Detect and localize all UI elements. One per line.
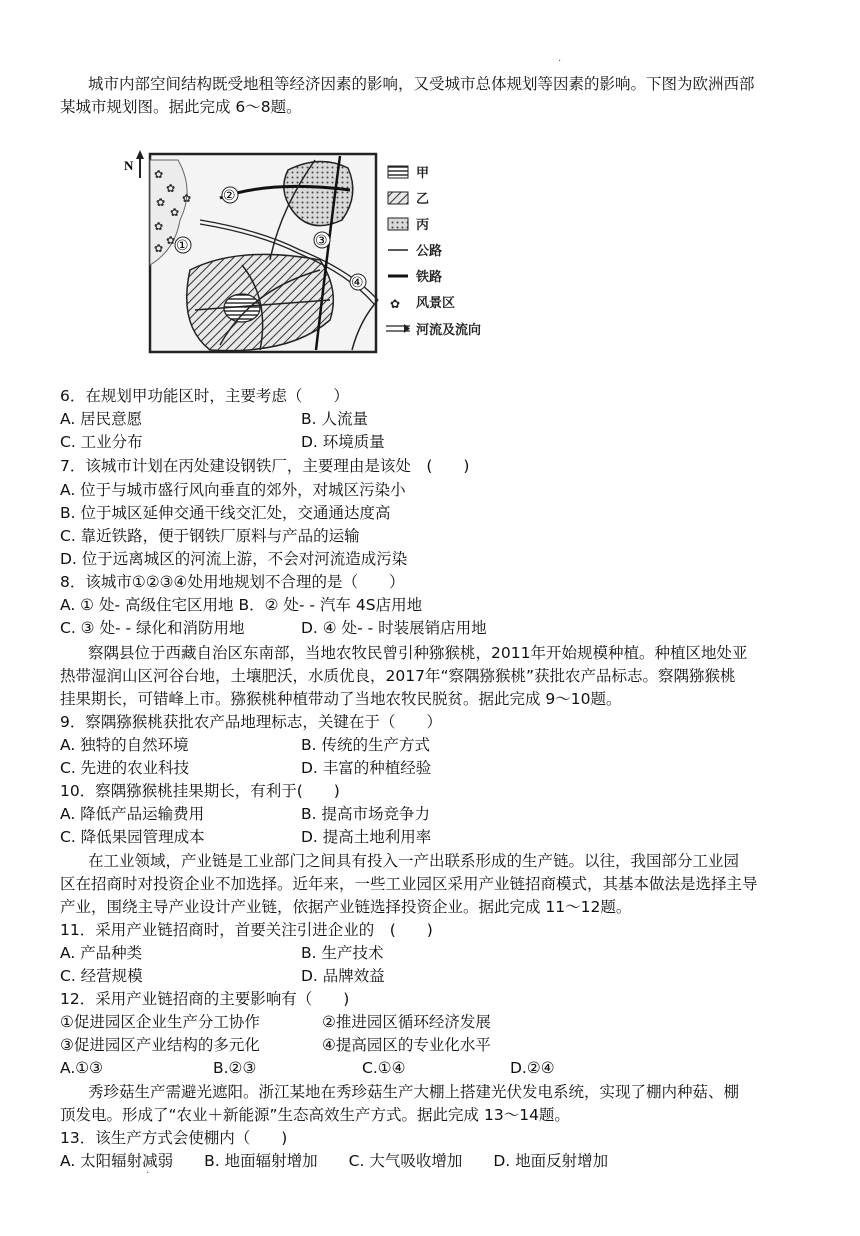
q6-option-b: B. 人流量 [301,410,368,428]
q12-statement-4: ④提高园区的专业化水平 [322,1036,491,1054]
q9-option-b: B. 传统的生产方式 [301,736,430,754]
q8-option-d: D. ④ 处- - 时装展销店用地 [301,619,487,637]
svg-text:✿: ✿ [166,234,176,247]
marker-3: ③ [315,233,328,249]
legend-railway: 铁路 [416,270,443,285]
svg-text:✿: ✿ [156,196,166,209]
svg-text:✿: ✿ [154,168,164,181]
legend-scenic: 风景区 [416,296,456,311]
q13-options: A. 太阳辐射减弱 B. 地面辐射增加 C. 大气吸收增加 D. 地面反射增加 [60,1152,609,1170]
q12-option-c: C.①④ [362,1059,406,1077]
q11-option-b: B. 生产技术 [301,944,384,962]
q13-stem: 13．该生产方式会使棚内（ ) [60,1129,288,1147]
q11-option-c: C. 经营规模 [60,967,143,985]
city-planning-map [120,150,510,360]
legend-bing: 丙 [416,218,430,233]
marker-1: ① [176,238,189,254]
q12-option-a: A.①③ [60,1059,104,1077]
svg-text:✿: ✿ [166,182,176,195]
marker-4: ④ [351,275,364,291]
q12-statement-3: ③促进园区产业结构的多元化 [60,1036,260,1054]
intro1-line2: 某城市规划图。据此完成 6～8题。 [60,98,302,116]
q11-stem: 11．采用产业链招商时，首要关注引进企业的 ( ) [60,921,433,939]
svg-text:✿: ✿ [154,242,164,255]
map-legend [386,166,481,338]
q12-option-b: B.②③ [213,1059,257,1077]
intro4-line1: 秀珍菇生产需避光遮阳。浙江某地在秀珍菇生产大棚上搭建光伏发电系统，实现了棚内种菇、棚 [88,1083,740,1101]
q6-option-c: C. 工业分布 [60,433,143,451]
svg-text:✿: ✿ [170,206,180,219]
q10-option-c: C. 降低果园管理成本 [60,828,205,846]
north-label: N [124,158,134,173]
scenic-icon: ✿ [390,297,401,311]
map-svg [120,150,510,360]
intro2-line3: 挂果期长，可错峰上市。猕猴桃种植带动了当地农牧民脱贫。据此完成 9～10题。 [60,690,622,708]
q7-option-d: D. 位于远离城区的河流上游，不会对河流造成污染 [60,550,408,568]
q7-option-a: A. 位于与城市盛行风向垂直的郊外，对城区污染小 [60,481,406,499]
intro4-line2: 顶发电。形成了“农业＋新能源”生态高效生产方式。据此完成 13～14题。 [60,1106,570,1124]
q9-option-a: A. 独特的自然环境 [60,736,189,754]
q10-option-a: A. 降低产品运输费用 [60,805,205,823]
scan-dot-bottom: · [146,1168,150,1179]
q9-option-c: C. 先进的农业科技 [60,759,190,777]
q6-option-a: A. 居民意愿 [60,410,143,428]
q7-option-b: B. 位于城区延伸交通干线交汇处，交通通达度高 [60,504,391,522]
q8-option-c: C. ③ 处- - 绿化和消防用地 [60,619,245,637]
intro1-line1: 城市内部空间结构既受地租等经济因素的影响，又受城市总体规划等因素的影响。下图为欧洲西部 [88,75,755,93]
scan-dot: · [558,56,562,67]
intro3-line3: 产业，围绕主导产业设计产业链，依据产业链选择投资企业。据此完成 11～12题。 [60,898,632,916]
q8-option-ab: A. ① 处- 高级住宅区用地 B．② 处- - 汽车 4S店用地 [60,596,423,614]
q9-stem: 9．察隅猕猴桃获批农产品地理标志，关键在于（ ） [60,713,442,731]
q10-option-b: B. 提高市场竞争力 [301,805,430,823]
q10-option-d: D. 提高土地利用率 [301,828,432,846]
q8-stem: 8．该城市①②③④处用地规划不合理的是（ ） [60,573,405,591]
legend-road: 公路 [416,244,443,259]
intro3-line1: 在工业领域，产业链是工业部门之间具有投入一产出联系形成的生产链。以往，我国部分工业园 [88,852,740,870]
q12-statement-1: ①促进园区企业生产分工协作 [60,1013,260,1031]
q9-option-d: D. 丰富的种植经验 [301,759,432,777]
intro2-line1: 察隅县位于西藏自治区东南部，当地农牧民曾引种猕猴桃，2011年开始规模种植。种植区地处亚 [88,644,748,662]
intro3-line2: 区在招商时对投资企业不加选择。近年来，一些工业园区采用产业链招商模式，其基本做法是选择主导 [60,875,758,893]
legend-river: 河流及流向 [416,323,482,338]
q11-option-d: D. 品牌效益 [301,967,385,985]
q12-option-d: D.②④ [510,1059,555,1077]
q12-statement-2: ②推进园区循环经济发展 [322,1013,491,1031]
q12-stem: 12．采用产业链招商的主要影响有（ ) [60,990,350,1008]
q6-stem: 6．在规划甲功能区时，主要考虑（ ） [60,387,349,405]
legend-jia: 甲 [416,166,430,181]
intro2-line2: 热带湿润山区河谷台地，土壤肥沃，水质优良，2017年“察隅猕猴桃”获批农产品标志。察隅猕猴桃 [60,667,736,685]
svg-text:✿: ✿ [154,220,164,233]
q6-option-d: D. 环境质量 [301,433,385,451]
marker-2: ② [223,188,236,204]
svg-text:✿: ✿ [182,192,192,205]
legend-yi: 乙 [416,192,430,207]
q10-stem: 10．察隅猕猴桃挂果期长，有利于( ) [60,782,340,800]
q7-stem: 7．该城市计划在丙处建设钢铁厂，主要理由是该处 ( ) [60,457,470,475]
q7-option-c: C. 靠近铁路，便于钢铁厂原料与产品的运输 [60,527,360,545]
q11-option-a: A. 产品种类 [60,944,143,962]
